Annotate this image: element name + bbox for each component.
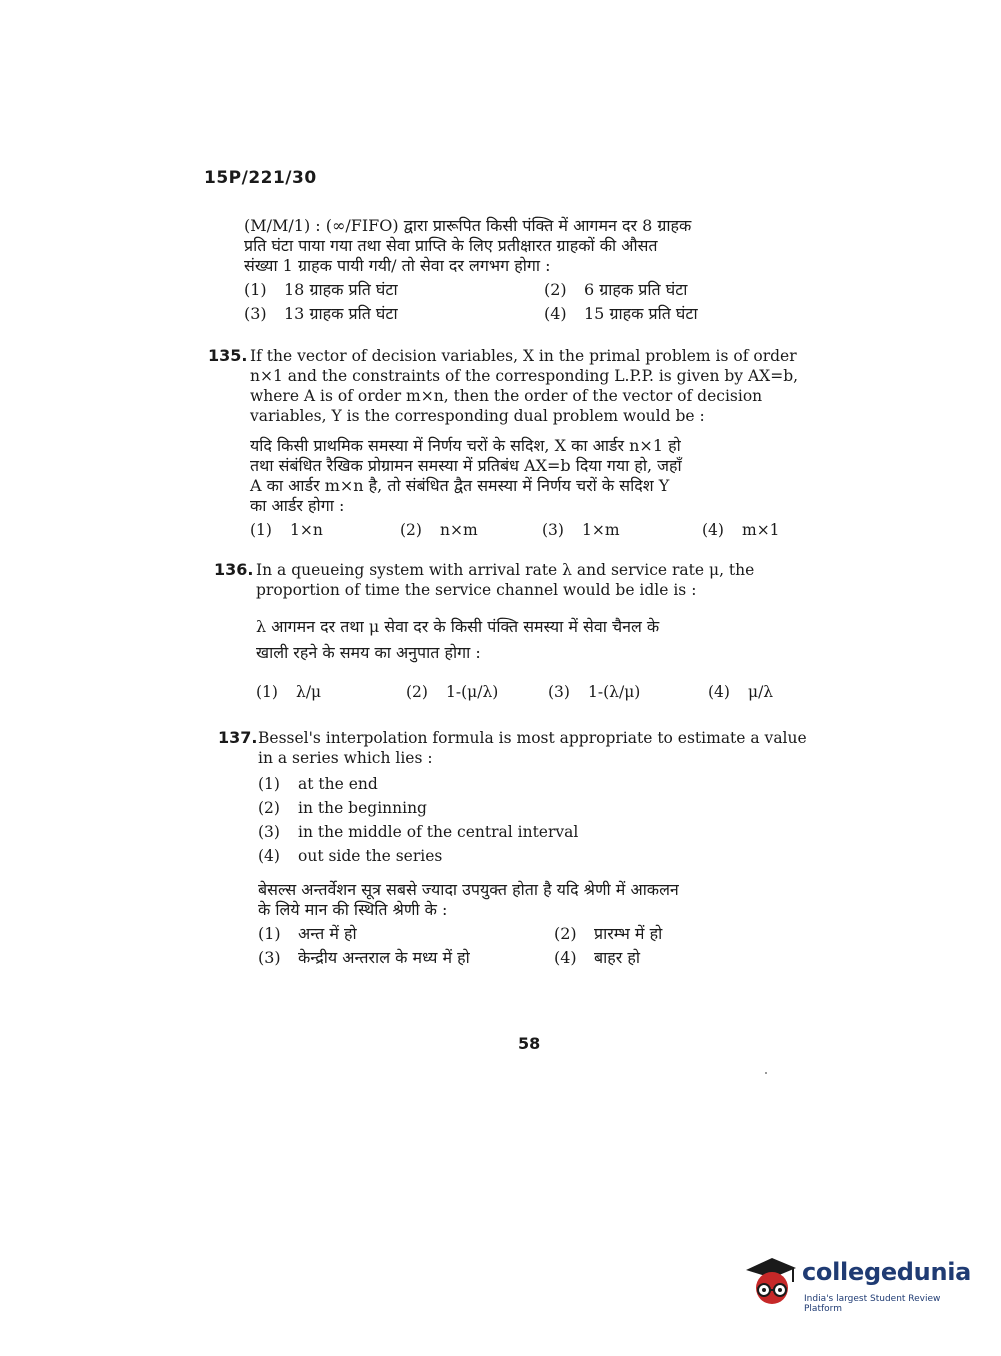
option: (4) m×1 (702, 521, 780, 539)
question-line: (M/M/1) : (∞/FIFO) द्वारा प्रारूपित किसी पंक्ति में आगमन दर 8 ग्राहक (244, 216, 692, 235)
logo-tagline: India's largest Student Review Platform (804, 1294, 941, 1314)
option: (3) केन्द्रीय अन्तराल के मध्य में हो (258, 948, 470, 967)
question-line: Bessel's interpolation formula is most appropriate to estimate a value (258, 729, 807, 747)
logo-wordmark: collegedunia (802, 1258, 972, 1286)
question-number: 137. (218, 728, 258, 747)
question-line: in a series which lies : (258, 749, 433, 767)
options-list (258, 924, 854, 968)
options-list (244, 280, 844, 324)
collegedunia-logo[interactable] (742, 1252, 972, 1312)
option: (3) 13 ग्राहक प्रति घंटा (244, 304, 398, 323)
option: (3) 1-(λ/μ) (548, 683, 641, 701)
option: (4) out side the series (258, 847, 443, 865)
scan-speck (765, 1072, 767, 1074)
option: (2) in the beginning (258, 799, 427, 817)
question-136 (214, 560, 854, 702)
question-137 (218, 728, 858, 968)
option: (1) 1×n (250, 521, 323, 539)
student-mascot-icon (742, 1252, 798, 1308)
option: (1) अन्त में हो (258, 924, 357, 943)
option: (1) 18 ग्राहक प्रति घंटा (244, 280, 398, 299)
question-line: के लिये मान की स्थिति श्रेणी के : (258, 900, 448, 919)
question-number: 136. (214, 560, 254, 579)
question-line: variables, Y is the corresponding dual problem would be : (250, 407, 705, 425)
options-list (256, 682, 848, 702)
question-line: A का आर्डर m×n है, तो संबंधित द्वैत समस्या में निर्णय चरों के सदिश Y (250, 476, 670, 495)
question-line: proportion of time the service channel would be idle is : (256, 581, 697, 599)
options-list (258, 774, 854, 866)
question-line: In a queueing system with arrival rate λ and service rate μ, the (256, 561, 755, 579)
question-line: का आर्डर होगा : (250, 496, 345, 515)
question-line: तथा संबंधित रैखिक प्रोग्रामन समस्या में प्रतिबंध AX=b दिया गया हो, जहाँ (250, 456, 682, 475)
option: (2) 6 ग्राहक प्रति घंटा (544, 280, 688, 299)
question-line: संख्या 1 ग्राहक पायी गयी/ तो सेवा दर लगभग होगा : (244, 256, 551, 275)
question-line: n×1 and the constraints of the corresponding L.P.P. is given by AX=b, (250, 367, 799, 385)
question-line: यदि किसी प्राथमिक समस्या में निर्णय चरों के सदिश, X का आर्डर n×1 हो (250, 436, 681, 455)
option: (3) in the middle of the central interval (258, 823, 579, 841)
question-line: λ आगमन दर तथा μ सेवा दर के किसी पंक्ति समस्या में सेवा चैनल के (256, 617, 660, 636)
question-line: खाली रहने के समय का अनुपात होगा : (256, 643, 481, 662)
option: (4) 15 ग्राहक प्रति घंटा (544, 304, 698, 323)
question-line: बेसल्स अन्तर्वेशन सूत्र सबसे ज्यादा उपयुक्त होता है यदि श्रेणी में आकलन (258, 880, 679, 899)
options-list (250, 520, 842, 540)
page-number: 58 (518, 1034, 541, 1053)
question-134 (244, 216, 844, 324)
option: (2) 1-(μ/λ) (406, 683, 499, 701)
option: (4) बाहर हो (554, 948, 641, 967)
question-line: where A is of order m×n, then the order of the vector of decision (250, 387, 763, 405)
option: (3) 1×m (542, 521, 620, 539)
option: (4) μ/λ (708, 683, 774, 701)
question-135 (208, 346, 848, 540)
option: (1) at the end (258, 775, 378, 793)
question-line: If the vector of decision variables, X in the primal problem is of order (250, 347, 797, 365)
option: (2) n×m (400, 521, 478, 539)
paper-code: 15P/221/30 (204, 168, 317, 188)
question-line: प्रति घंटा पाया गया तथा सेवा प्राप्ति के लिए प्रतीक्षारत ग्राहकों की औसत (244, 236, 658, 255)
question-number: 135. (208, 346, 248, 365)
option: (2) प्रारम्भ में हो (554, 924, 663, 943)
option: (1) λ/μ (256, 683, 322, 701)
